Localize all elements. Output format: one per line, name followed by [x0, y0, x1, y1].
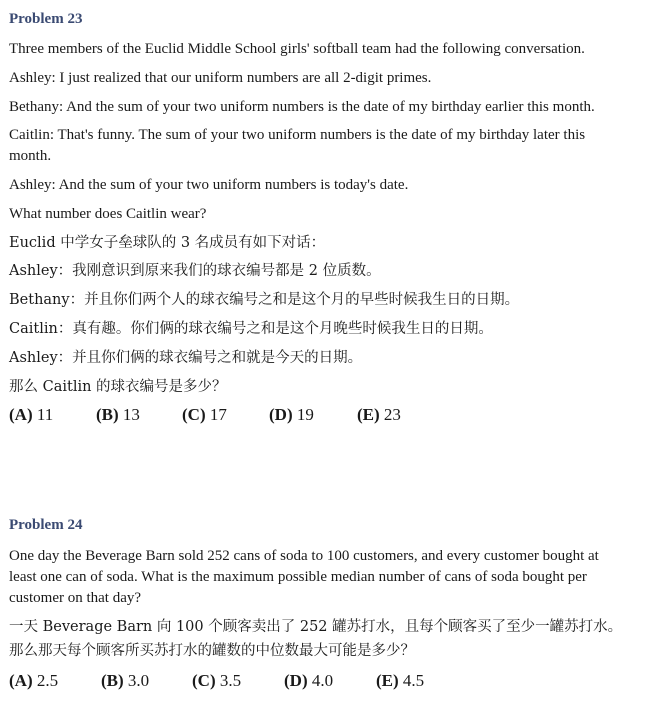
- problem-23-cn-caitlin-line: Caitlin：真有趣。你们俩的球衣编号之和是这个月晚些时候我生日的日期。: [9, 321, 493, 337]
- answer-choice-e: (E) 23: [357, 405, 401, 424]
- answer-choice-b: (B) 13: [96, 405, 140, 424]
- answer-choice-d: (D) 4.0: [284, 671, 334, 690]
- problem-24-title: Problem 24: [9, 517, 83, 533]
- answer-choice-c: (C) 3.5: [192, 671, 242, 690]
- problem-24-line-3: customer on that day?: [9, 590, 142, 606]
- problem-23-question: What number does Caitlin wear?: [9, 206, 207, 222]
- answer-choice-a: (A) 2.5: [9, 671, 59, 690]
- problem-23-intro: Three members of the Euclid Middle School girls' softball team had the following conversation.: [9, 41, 585, 57]
- problem-23-cn-ashley-line: Ashley：我刚意识到原来我们的球衣编号都是 2 位质数。: [9, 263, 381, 279]
- answer-choice-b: (B) 3.0: [101, 671, 150, 690]
- problem-23-cn-question: 那么 Caitlin 的球衣编号是多少？: [9, 379, 227, 395]
- problem-24-line-1: One day the Beverage Barn sold 252 cans of soda to 100 customers, and every customer bought at: [9, 548, 599, 564]
- problem-23-caitlin-line: Caitlin: That's funny. The sum of your two uniform numbers is the date of my birthday later this: [9, 127, 586, 143]
- problem-24-cn-line-2: 那么那天每个顾客所买苏打水的罐数的中位数最大可能是多少？: [9, 643, 415, 659]
- problem-23-bethany-line: Bethany: And the sum of your two uniform numbers is the date of my birthday earlier this month.: [9, 99, 595, 115]
- answer-choice-c: (C) 17: [182, 405, 227, 424]
- problem-23-answer-choices: [9, 404, 401, 426]
- problem-23-ashley-line: Ashley: I just realized that our uniform numbers are all 2-digit primes.: [9, 70, 432, 86]
- problem-24-line-2: least one can of soda. What is the maximum possible median number of cans of soda bought per: [9, 569, 587, 585]
- problem-23-cn-ashley-line-2: Ashley：并且你们俩的球衣编号之和就是今天的日期。: [9, 350, 363, 366]
- answer-choice-a: (A) 11: [9, 405, 54, 424]
- problem-23-cn-bethany-line: Bethany：并且你们两个人的球衣编号之和是这个月的早些时候我生日的日期。: [9, 292, 520, 308]
- problem-24-cn-line-1: 一天 Beverage Barn 向 100 个顾客卖出了 252 罐苏打水，且每个顾客买了至少一罐苏打水。: [9, 619, 623, 635]
- problem-24-answer-choices: [9, 670, 424, 692]
- problem-23-ashley-line-2: Ashley: And the sum of your two uniform numbers is today's date.: [9, 177, 409, 193]
- problem-23-caitlin-line-cont: month.: [9, 148, 52, 164]
- problem-23-cn-intro: Euclid 中学女子垒球队的 3 名成员有如下对话：: [9, 235, 326, 251]
- answer-choice-e: (E) 4.5: [376, 671, 425, 690]
- answer-choice-d: (D) 19: [269, 405, 314, 424]
- problem-23-title: Problem 23: [9, 11, 83, 27]
